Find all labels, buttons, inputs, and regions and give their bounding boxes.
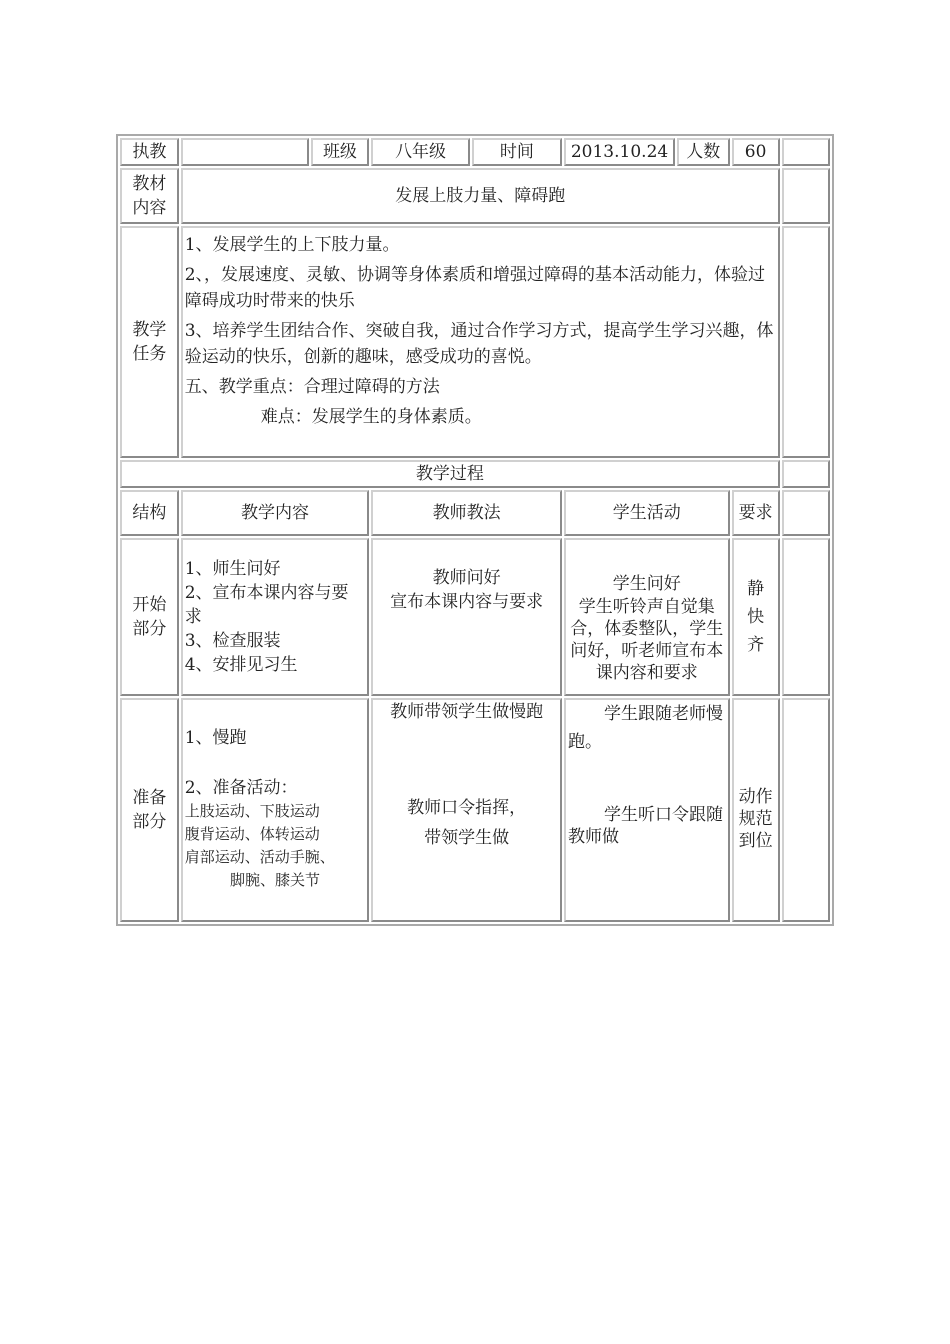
- section-row-prep: [120, 698, 830, 922]
- task-row: [120, 226, 830, 458]
- requirement-line: 动作: [738, 787, 773, 807]
- requirement-line: 齐: [747, 635, 765, 655]
- content-value: 发展上肢力量、障碍跑: [181, 168, 780, 224]
- section-content: [181, 698, 370, 922]
- section-teacher: [371, 538, 562, 696]
- requirement-line: 快: [747, 607, 765, 627]
- content-line: 脚腕、膝关节: [229, 871, 320, 889]
- content-line: 1、慢跑: [184, 728, 247, 748]
- column-header-row: [120, 490, 830, 536]
- content-label: 教材内容: [120, 168, 179, 224]
- blank-cell: [782, 226, 830, 458]
- blank-cell: [782, 490, 830, 536]
- content-line: 上肢运动、下肢运动: [184, 802, 320, 820]
- content-line: 2、宣布本课内容与要求: [184, 583, 349, 627]
- task-line: 五、教学重点：合理过障碍的方法: [184, 377, 440, 397]
- task-line: 1、发展学生的上下肢力量。: [184, 235, 400, 255]
- section-requirement: [732, 698, 780, 922]
- task-label: 教学任务: [120, 226, 179, 458]
- task-line: 3、培养学生团结合作、突破自我，通过合作学习方式，提高学生学习兴趣，体验运动的快乐，创新的趣味，感受成功的喜悦。: [184, 321, 774, 367]
- section-student: [564, 698, 730, 922]
- col-requirement: 要求: [732, 490, 780, 536]
- content-line: 肩部运动、活动手腕、: [184, 848, 335, 866]
- time-label: 时间: [472, 138, 562, 166]
- section-content: [181, 538, 370, 696]
- content-line: 腹背运动、体转运动: [184, 825, 320, 843]
- process-title: 教学过程: [120, 460, 780, 488]
- col-teacher: 教师教法: [371, 490, 562, 536]
- blank-cell: [782, 698, 830, 922]
- teacher-line: 教师问好: [432, 568, 501, 588]
- student-line: 学生听口令跟随教师做: [567, 805, 723, 847]
- student-line: 学生问好: [612, 574, 681, 594]
- requirement-line: 到位: [738, 831, 773, 851]
- section-structure: 准备部分: [120, 698, 179, 922]
- content-line: 2、准备活动：: [184, 778, 298, 798]
- header-row: [120, 138, 830, 166]
- instructor-value: [181, 138, 309, 166]
- content-line: 1、师生问好: [184, 559, 281, 579]
- student-line: 学生听铃声自觉集合，体委整队，学生问好，听老师宣布本课内容和要求: [570, 597, 724, 683]
- col-content: 教学内容: [181, 490, 370, 536]
- student-line: 学生跟随老师慢跑。: [567, 704, 723, 752]
- content-row: [120, 168, 830, 224]
- teacher-line: 教师口令指挥，: [407, 798, 527, 818]
- class-value: 八年级: [371, 138, 470, 166]
- blank-cell: [782, 138, 830, 166]
- section-requirement: [732, 538, 780, 696]
- section-teacher: [371, 698, 562, 922]
- teacher-line: 教师带领学生做慢跑: [390, 702, 544, 722]
- content-line: 4、安排见习生: [184, 655, 298, 675]
- blank-cell: [782, 538, 830, 696]
- class-label: 班级: [311, 138, 370, 166]
- blank-cell: [782, 460, 830, 488]
- instructor-label: 执教: [120, 138, 179, 166]
- col-student: 学生活动: [564, 490, 730, 536]
- time-value: 2013.10.24: [564, 138, 675, 166]
- count-label: 人数: [677, 138, 729, 166]
- content-line: 3、检查服装: [184, 631, 281, 651]
- task-line: 2、，发展速度、灵敏、协调等身体素质和增强过障碍的基本活动能力，体验过障碍成功时带来的快乐: [184, 265, 766, 311]
- process-title-row: [120, 460, 830, 488]
- teacher-line: 宣布本课内容与要求: [390, 592, 544, 612]
- teacher-line: 带领学生做: [424, 828, 510, 848]
- requirement-line: 静: [747, 579, 765, 599]
- task-line: 难点：发展学生的身体素质。: [260, 407, 482, 427]
- count-value: 60: [732, 138, 780, 166]
- requirement-line: 规范: [738, 809, 773, 829]
- section-structure: 开始部分: [120, 538, 179, 696]
- section-row-start: [120, 538, 830, 696]
- lesson-plan-table: [116, 134, 834, 926]
- task-content: [181, 226, 780, 458]
- col-structure: 结构: [120, 490, 179, 536]
- section-student: [564, 538, 730, 696]
- blank-cell: [782, 168, 830, 224]
